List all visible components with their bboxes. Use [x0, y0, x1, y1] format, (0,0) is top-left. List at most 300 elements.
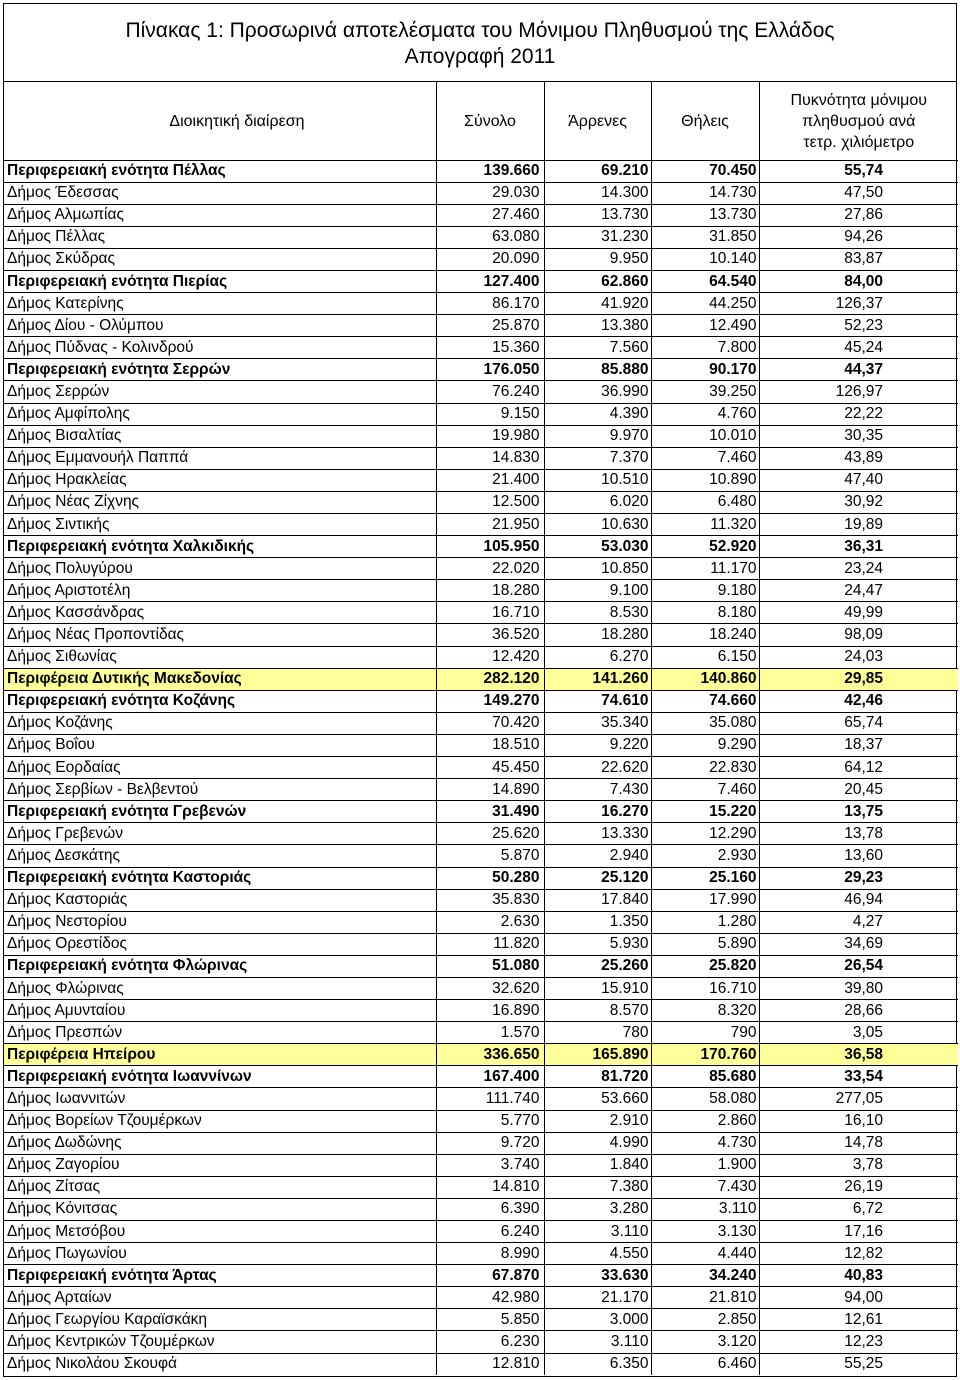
- total-cell: 111.740: [436, 1088, 544, 1110]
- total-cell: 86.170: [436, 293, 544, 315]
- female-cell: 15.220: [651, 801, 759, 823]
- female-cell: 2.850: [651, 1309, 759, 1331]
- total-cell: 31.490: [436, 801, 544, 823]
- female-cell: 11.170: [651, 558, 759, 580]
- regional-unit-row: [4, 801, 958, 823]
- density-cell: 39,80: [759, 977, 958, 999]
- division-name-cell: Δήμος Αριστοτέλη: [4, 580, 436, 602]
- municipality-row: [4, 403, 958, 425]
- total-cell: 27.460: [436, 204, 544, 226]
- density-cell: 94,26: [759, 226, 958, 248]
- division-name-cell: Δήμος Γεωργίου Καραϊσκάκη: [4, 1309, 436, 1331]
- regional-unit-row: [4, 1066, 958, 1088]
- division-name-cell: Δήμος Σιντικής: [4, 514, 436, 536]
- municipality-row: [4, 425, 958, 447]
- region-row: [4, 1044, 958, 1066]
- female-cell: 6.480: [651, 491, 759, 513]
- municipality-row: [4, 315, 958, 337]
- division-name-cell: Δήμος Σκύδρας: [4, 248, 436, 270]
- total-cell: 3.740: [436, 1154, 544, 1176]
- male-cell: 18.280: [544, 624, 651, 646]
- division-name-cell: Δήμος Ζαγορίου: [4, 1154, 436, 1176]
- total-cell: 336.650: [436, 1044, 544, 1066]
- male-cell: 141.260: [544, 668, 651, 690]
- female-cell: 8.320: [651, 1000, 759, 1022]
- density-cell: 19,89: [759, 514, 958, 536]
- total-cell: 5.850: [436, 1309, 544, 1331]
- total-cell: 25.870: [436, 315, 544, 337]
- male-cell: 13.330: [544, 823, 651, 845]
- male-cell: 7.560: [544, 337, 651, 359]
- total-cell: 6.390: [436, 1198, 544, 1220]
- municipality-row: [4, 602, 958, 624]
- total-cell: 16.890: [436, 1000, 544, 1022]
- female-cell: 1.900: [651, 1154, 759, 1176]
- male-cell: 4.390: [544, 403, 651, 425]
- total-cell: 45.450: [436, 757, 544, 779]
- total-cell: 8.990: [436, 1243, 544, 1265]
- density-cell: 44,37: [759, 359, 958, 381]
- female-cell: 13.730: [651, 204, 759, 226]
- density-cell: 277,05: [759, 1088, 958, 1110]
- division-name-cell: Δήμος Βισαλτίας: [4, 425, 436, 447]
- female-cell: 35.080: [651, 712, 759, 734]
- female-cell: 10.890: [651, 469, 759, 491]
- female-cell: 31.850: [651, 226, 759, 248]
- municipality-row: [4, 1154, 958, 1176]
- density-cell: 55,74: [759, 160, 958, 182]
- density-cell: 13,78: [759, 823, 958, 845]
- density-cell: 33,54: [759, 1066, 958, 1088]
- regional-unit-row: [4, 690, 958, 712]
- density-cell: 47,50: [759, 182, 958, 204]
- density-cell: 26,19: [759, 1176, 958, 1198]
- female-cell: 9.180: [651, 580, 759, 602]
- male-cell: 41.920: [544, 293, 651, 315]
- municipality-row: [4, 1000, 958, 1022]
- density-cell: 12,61: [759, 1309, 958, 1331]
- density-cell: 27,86: [759, 204, 958, 226]
- division-name-cell: Δήμος Σερβίων - Βελβεντού: [4, 779, 436, 801]
- municipality-row: [4, 381, 958, 403]
- female-cell: 18.240: [651, 624, 759, 646]
- male-cell: 74.610: [544, 690, 651, 712]
- female-cell: 8.180: [651, 602, 759, 624]
- male-cell: 6.270: [544, 646, 651, 668]
- census-table-sheet: [3, 3, 957, 1377]
- division-name-cell: Περιφερειακή ενότητα Σερρών: [4, 359, 436, 381]
- female-cell: 74.660: [651, 690, 759, 712]
- density-cell: 45,24: [759, 337, 958, 359]
- female-cell: 21.810: [651, 1287, 759, 1309]
- male-cell: 4.990: [544, 1132, 651, 1154]
- total-cell: 70.420: [436, 712, 544, 734]
- female-cell: 4.440: [651, 1243, 759, 1265]
- municipality-row: [4, 757, 958, 779]
- female-cell: 16.710: [651, 977, 759, 999]
- female-cell: 34.240: [651, 1265, 759, 1287]
- municipality-row: [4, 182, 958, 204]
- density-cell: 14,78: [759, 1132, 958, 1154]
- total-cell: 11.820: [436, 933, 544, 955]
- male-cell: 9.220: [544, 734, 651, 756]
- total-cell: 139.660: [436, 160, 544, 182]
- municipality-row: [4, 1243, 958, 1265]
- total-cell: 9.150: [436, 403, 544, 425]
- male-cell: 3.110: [544, 1331, 651, 1353]
- male-cell: 85.880: [544, 359, 651, 381]
- density-cell: 12,82: [759, 1243, 958, 1265]
- division-name-cell: Δήμος Βοΐου: [4, 734, 436, 756]
- total-cell: 12.810: [436, 1353, 544, 1375]
- header-density-line2: πληθυσμού ανά: [802, 113, 916, 131]
- municipality-row: [4, 558, 958, 580]
- male-cell: 165.890: [544, 1044, 651, 1066]
- total-cell: 282.120: [436, 668, 544, 690]
- title-block: [4, 4, 956, 82]
- division-name-cell: Περιφερειακή ενότητα Ιωαννίνων: [4, 1066, 436, 1088]
- division-name-cell: Δήμος Αρταίων: [4, 1287, 436, 1309]
- total-cell: 149.270: [436, 690, 544, 712]
- header-total: Σύνολο: [436, 82, 544, 160]
- male-cell: 9.100: [544, 580, 651, 602]
- total-cell: 35.830: [436, 889, 544, 911]
- density-cell: 28,66: [759, 1000, 958, 1022]
- total-cell: 6.230: [436, 1331, 544, 1353]
- total-cell: 36.520: [436, 624, 544, 646]
- male-cell: 81.720: [544, 1066, 651, 1088]
- division-name-cell: Δήμος Δίου - Ολύμπου: [4, 315, 436, 337]
- male-cell: 4.550: [544, 1243, 651, 1265]
- density-cell: 64,12: [759, 757, 958, 779]
- division-name-cell: Δήμος Εορδαίας: [4, 757, 436, 779]
- male-cell: 10.630: [544, 514, 651, 536]
- density-cell: 3,05: [759, 1022, 958, 1044]
- male-cell: 1.350: [544, 911, 651, 933]
- total-cell: 12.420: [436, 646, 544, 668]
- division-name-cell: Δήμος Αμφίπολης: [4, 403, 436, 425]
- male-cell: 53.030: [544, 536, 651, 558]
- male-cell: 22.620: [544, 757, 651, 779]
- total-cell: 9.720: [436, 1132, 544, 1154]
- total-cell: 14.810: [436, 1176, 544, 1198]
- female-cell: 10.010: [651, 425, 759, 447]
- page-title: Πίνακας 1: Προσωρινά αποτελέσματα του Μόνιμου Πληθυσμού της Ελλάδος: [125, 19, 835, 42]
- female-cell: 140.860: [651, 668, 759, 690]
- table-body: [4, 160, 958, 1375]
- total-cell: 21.950: [436, 514, 544, 536]
- male-cell: 25.120: [544, 867, 651, 889]
- density-cell: 26,54: [759, 955, 958, 977]
- population-table: [4, 82, 958, 1375]
- female-cell: 2.860: [651, 1110, 759, 1132]
- municipality-row: [4, 248, 958, 270]
- density-cell: 94,00: [759, 1287, 958, 1309]
- regional-unit-row: [4, 536, 958, 558]
- density-cell: 12,23: [759, 1331, 958, 1353]
- division-name-cell: Δήμος Νέας Ζίχνης: [4, 491, 436, 513]
- male-cell: 6.350: [544, 1353, 651, 1375]
- male-cell: 53.660: [544, 1088, 651, 1110]
- municipality-row: [4, 337, 958, 359]
- female-cell: 170.760: [651, 1044, 759, 1066]
- female-cell: 6.460: [651, 1353, 759, 1375]
- female-cell: 58.080: [651, 1088, 759, 1110]
- division-name-cell: Δήμος Πρεσπών: [4, 1022, 436, 1044]
- total-cell: 5.770: [436, 1110, 544, 1132]
- density-cell: 84,00: [759, 270, 958, 292]
- regional-unit-row: [4, 160, 958, 182]
- municipality-row: [4, 646, 958, 668]
- division-name-cell: Περιφέρεια Ηπείρου: [4, 1044, 436, 1066]
- total-cell: 42.980: [436, 1287, 544, 1309]
- municipality-row: [4, 491, 958, 513]
- division-name-cell: Περιφερειακή ενότητα Χαλκιδικής: [4, 536, 436, 558]
- total-cell: 63.080: [436, 226, 544, 248]
- male-cell: 1.840: [544, 1154, 651, 1176]
- male-cell: 10.510: [544, 469, 651, 491]
- female-cell: 70.450: [651, 160, 759, 182]
- male-cell: 6.020: [544, 491, 651, 513]
- total-cell: 105.950: [436, 536, 544, 558]
- female-cell: 4.760: [651, 403, 759, 425]
- female-cell: 2.930: [651, 845, 759, 867]
- division-name-cell: Δήμος Κοζάνης: [4, 712, 436, 734]
- density-cell: 98,09: [759, 624, 958, 646]
- male-cell: 69.210: [544, 160, 651, 182]
- male-cell: 7.380: [544, 1176, 651, 1198]
- division-name-cell: Δήμος Φλώρινας: [4, 977, 436, 999]
- header-female: Θήλεις: [651, 82, 759, 160]
- total-cell: 18.280: [436, 580, 544, 602]
- total-cell: 67.870: [436, 1265, 544, 1287]
- female-cell: 64.540: [651, 270, 759, 292]
- municipality-row: [4, 712, 958, 734]
- male-cell: 13.380: [544, 315, 651, 337]
- total-cell: 127.400: [436, 270, 544, 292]
- female-cell: 22.830: [651, 757, 759, 779]
- male-cell: 14.300: [544, 182, 651, 204]
- division-name-cell: Περιφερειακή ενότητα Καστοριάς: [4, 867, 436, 889]
- header-division: Διοικητική διαίρεση: [4, 82, 436, 160]
- municipality-row: [4, 779, 958, 801]
- total-cell: 176.050: [436, 359, 544, 381]
- density-cell: 36,31: [759, 536, 958, 558]
- total-cell: 1.570: [436, 1022, 544, 1044]
- density-cell: 30,35: [759, 425, 958, 447]
- male-cell: 5.930: [544, 933, 651, 955]
- municipality-row: [4, 1287, 958, 1309]
- density-cell: 18,37: [759, 734, 958, 756]
- male-cell: 2.910: [544, 1110, 651, 1132]
- division-name-cell: Δήμος Σιθωνίας: [4, 646, 436, 668]
- regional-unit-row: [4, 867, 958, 889]
- division-name-cell: Δήμος Δεσκάτης: [4, 845, 436, 867]
- male-cell: 16.270: [544, 801, 651, 823]
- male-cell: 36.990: [544, 381, 651, 403]
- female-cell: 3.110: [651, 1198, 759, 1220]
- density-cell: 65,74: [759, 712, 958, 734]
- total-cell: 19.980: [436, 425, 544, 447]
- division-name-cell: Δήμος Πέλλας: [4, 226, 436, 248]
- female-cell: 25.820: [651, 955, 759, 977]
- total-cell: 5.870: [436, 845, 544, 867]
- male-cell: 21.170: [544, 1287, 651, 1309]
- division-name-cell: Δήμος Κατερίνης: [4, 293, 436, 315]
- female-cell: 52.920: [651, 536, 759, 558]
- municipality-row: [4, 1110, 958, 1132]
- density-cell: 4,27: [759, 911, 958, 933]
- page-subtitle: Απογραφή 2011: [404, 45, 556, 68]
- division-name-cell: Δήμος Γρεβενών: [4, 823, 436, 845]
- division-name-cell: Περιφερειακή ενότητα Φλώρινας: [4, 955, 436, 977]
- table-header-row: [4, 82, 958, 160]
- municipality-row: [4, 933, 958, 955]
- male-cell: 17.840: [544, 889, 651, 911]
- density-cell: 40,83: [759, 1265, 958, 1287]
- density-cell: 30,92: [759, 491, 958, 513]
- municipality-row: [4, 1198, 958, 1220]
- male-cell: 13.730: [544, 204, 651, 226]
- header-density: [759, 82, 958, 160]
- male-cell: 31.230: [544, 226, 651, 248]
- municipality-row: [4, 845, 958, 867]
- male-cell: 9.950: [544, 248, 651, 270]
- female-cell: 11.320: [651, 514, 759, 536]
- total-cell: 12.500: [436, 491, 544, 513]
- female-cell: 6.150: [651, 646, 759, 668]
- municipality-row: [4, 204, 958, 226]
- density-cell: 29,85: [759, 668, 958, 690]
- male-cell: 780: [544, 1022, 651, 1044]
- division-name-cell: Περιφερειακή ενότητα Κοζάνης: [4, 690, 436, 712]
- total-cell: 21.400: [436, 469, 544, 491]
- density-cell: 13,60: [759, 845, 958, 867]
- division-name-cell: Δήμος Αλμωπίας: [4, 204, 436, 226]
- density-cell: 43,89: [759, 447, 958, 469]
- municipality-row: [4, 1132, 958, 1154]
- female-cell: 790: [651, 1022, 759, 1044]
- female-cell: 25.160: [651, 867, 759, 889]
- density-cell: 52,23: [759, 315, 958, 337]
- division-name-cell: Δήμος Κόνιτσας: [4, 1198, 436, 1220]
- female-cell: 9.290: [651, 734, 759, 756]
- division-name-cell: Δήμος Ορεστίδος: [4, 933, 436, 955]
- female-cell: 39.250: [651, 381, 759, 403]
- municipality-row: [4, 911, 958, 933]
- total-cell: 2.630: [436, 911, 544, 933]
- division-name-cell: Δήμος Ζίτσας: [4, 1176, 436, 1198]
- density-cell: 42,46: [759, 690, 958, 712]
- male-cell: 9.970: [544, 425, 651, 447]
- region-row: [4, 668, 958, 690]
- female-cell: 7.800: [651, 337, 759, 359]
- male-cell: 8.570: [544, 1000, 651, 1022]
- regional-unit-row: [4, 359, 958, 381]
- municipality-row: [4, 447, 958, 469]
- density-cell: 22,22: [759, 403, 958, 425]
- header-density-line3: τετρ. χιλιόμετρο: [803, 134, 915, 152]
- regional-unit-row: [4, 1265, 958, 1287]
- regional-unit-row: [4, 955, 958, 977]
- division-name-cell: Δήμος Αμυνταίου: [4, 1000, 436, 1022]
- division-name-cell: Περιφερειακή ενότητα Άρτας: [4, 1265, 436, 1287]
- total-cell: 15.360: [436, 337, 544, 359]
- male-cell: 33.630: [544, 1265, 651, 1287]
- municipality-row: [4, 1221, 958, 1243]
- division-name-cell: Δήμος Βορείων Τζουμέρκων: [4, 1110, 436, 1132]
- municipality-row: [4, 1022, 958, 1044]
- total-cell: 29.030: [436, 182, 544, 204]
- municipality-row: [4, 1176, 958, 1198]
- division-name-cell: Δήμος Ηρακλείας: [4, 469, 436, 491]
- male-cell: 8.530: [544, 602, 651, 624]
- density-cell: 34,69: [759, 933, 958, 955]
- total-cell: 25.620: [436, 823, 544, 845]
- municipality-row: [4, 1353, 958, 1375]
- male-cell: 15.910: [544, 977, 651, 999]
- female-cell: 85.680: [651, 1066, 759, 1088]
- municipality-row: [4, 1309, 958, 1331]
- density-cell: 24,47: [759, 580, 958, 602]
- male-cell: 3.000: [544, 1309, 651, 1331]
- total-cell: 22.020: [436, 558, 544, 580]
- male-cell: 10.850: [544, 558, 651, 580]
- male-cell: 62.860: [544, 270, 651, 292]
- density-cell: 20,45: [759, 779, 958, 801]
- division-name-cell: Περιφερειακή ενότητα Γρεβενών: [4, 801, 436, 823]
- density-cell: 23,24: [759, 558, 958, 580]
- male-cell: 7.370: [544, 447, 651, 469]
- division-name-cell: Δήμος Σερρών: [4, 381, 436, 403]
- male-cell: 2.940: [544, 845, 651, 867]
- density-cell: 3,78: [759, 1154, 958, 1176]
- division-name-cell: Δήμος Πολυγύρου: [4, 558, 436, 580]
- female-cell: 7.460: [651, 447, 759, 469]
- female-cell: 7.460: [651, 779, 759, 801]
- density-cell: 83,87: [759, 248, 958, 270]
- municipality-row: [4, 1331, 958, 1353]
- municipality-row: [4, 469, 958, 491]
- density-cell: 47,40: [759, 469, 958, 491]
- division-name-cell: Δήμος Μετσόβου: [4, 1221, 436, 1243]
- division-name-cell: Δήμος Πύδνας - Κολινδρού: [4, 337, 436, 359]
- total-cell: 50.280: [436, 867, 544, 889]
- division-name-cell: Δήμος Καστοριάς: [4, 889, 436, 911]
- female-cell: 90.170: [651, 359, 759, 381]
- division-name-cell: Περιφερειακή ενότητα Πιερίας: [4, 270, 436, 292]
- female-cell: 3.130: [651, 1221, 759, 1243]
- male-cell: 3.110: [544, 1221, 651, 1243]
- female-cell: 44.250: [651, 293, 759, 315]
- female-cell: 17.990: [651, 889, 759, 911]
- female-cell: 12.290: [651, 823, 759, 845]
- female-cell: 14.730: [651, 182, 759, 204]
- regional-unit-row: [4, 270, 958, 292]
- female-cell: 5.890: [651, 933, 759, 955]
- total-cell: 32.620: [436, 977, 544, 999]
- density-cell: 24,03: [759, 646, 958, 668]
- division-name-cell: Δήμος Εμμανουήλ Παππά: [4, 447, 436, 469]
- division-name-cell: Δήμος Ιωαννιτών: [4, 1088, 436, 1110]
- female-cell: 3.120: [651, 1331, 759, 1353]
- female-cell: 12.490: [651, 315, 759, 337]
- municipality-row: [4, 889, 958, 911]
- municipality-row: [4, 514, 958, 536]
- division-name-cell: Περιφέρεια Δυτικής Μακεδονίας: [4, 668, 436, 690]
- total-cell: 16.710: [436, 602, 544, 624]
- total-cell: 167.400: [436, 1066, 544, 1088]
